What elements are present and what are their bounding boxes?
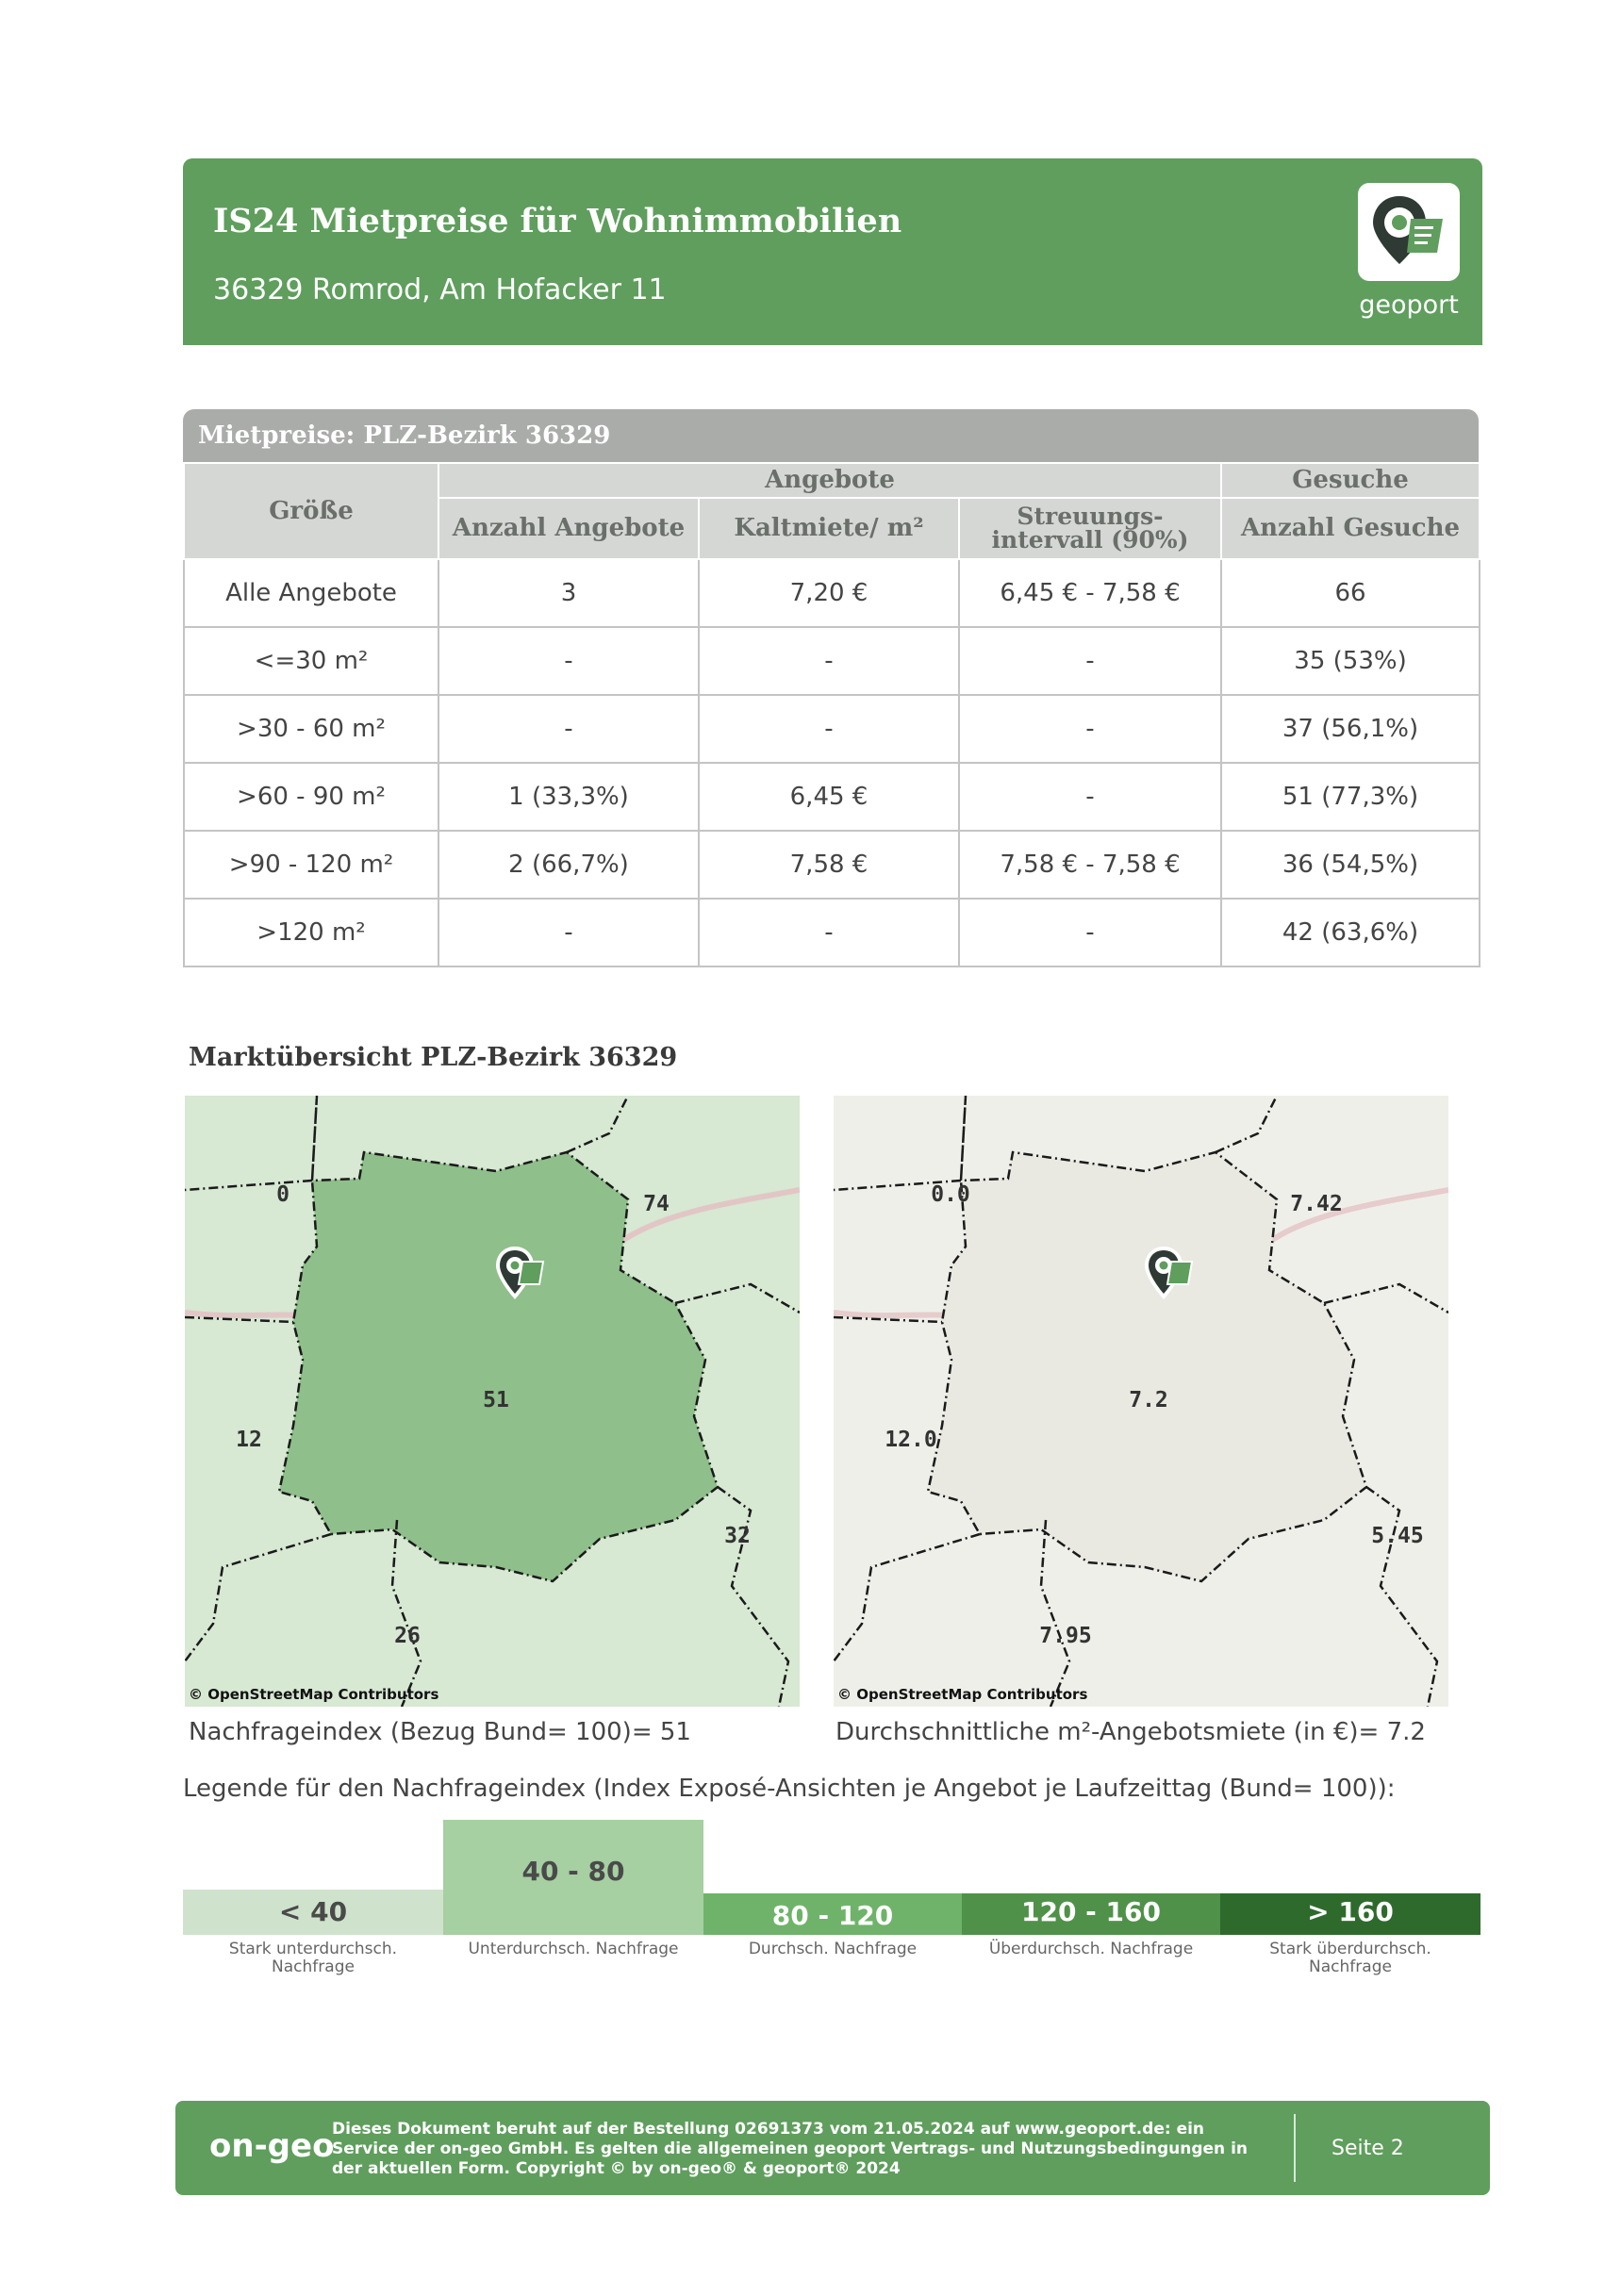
legend-swatch-40-80: 40 - 80 (443, 1820, 703, 1935)
col-size: Größe (184, 463, 438, 559)
market-overview-title: Marktübersicht PLZ-Bezirk 36329 (189, 1043, 678, 1072)
demand-legend (183, 1820, 1480, 1980)
cell-requests: 66 (1221, 559, 1480, 627)
map2-label: 7.42 (1290, 1192, 1343, 1216)
table-row (184, 559, 1480, 627)
map1-label: 26 (394, 1624, 421, 1648)
cell-size: >60 - 90 m² (184, 763, 438, 831)
map2-label: 7.2 (1129, 1388, 1168, 1412)
cell-count: 1 (33,3%) (438, 763, 699, 831)
legend-desc: Überdurchsch. Nachfrage (988, 1940, 1194, 1958)
cell-interval: - (959, 627, 1221, 695)
legend-desc: Durchsch. Nachfrage (748, 1940, 918, 1958)
cell-rent: - (699, 695, 959, 763)
map1-label: 51 (483, 1388, 509, 1412)
table-title: Mietpreise: PLZ-Bezirk 36329 (183, 409, 1479, 462)
cell-count: 3 (438, 559, 699, 627)
col-interval (959, 498, 1221, 559)
cell-requests: 42 (63,6%) (1221, 899, 1480, 966)
rent-price-table (183, 409, 1479, 967)
table-row (184, 831, 1480, 899)
cell-requests: 36 (54,5%) (1221, 831, 1480, 899)
map2-label: 12.0 (885, 1428, 937, 1452)
report-header (183, 158, 1482, 345)
map2-label: 0.0 (931, 1182, 970, 1207)
cell-size: Alle Angebote (184, 559, 438, 627)
legend-desc: Unterdurchsch. Nachfrage (468, 1940, 679, 1958)
legend-swatch-above-160: > 160 (1220, 1893, 1480, 1935)
report-title: IS24 Mietpreise für Wohnimmobilien (213, 202, 902, 240)
cell-requests: 51 (77,3%) (1221, 763, 1480, 831)
cell-rent: - (699, 899, 959, 966)
map1-attribution: © OpenStreetMap Contributors (189, 1686, 439, 1703)
cell-size: >120 m² (184, 899, 438, 966)
page-number: Seite 2 (1332, 2137, 1404, 2160)
page-footer (175, 2101, 1490, 2195)
legend-swatch-120-160: 120 - 160 (962, 1893, 1220, 1935)
map1-label: 12 (236, 1428, 262, 1452)
demand-index-caption: Nachfrageindex (Bezug Bund= 100)= 51 (189, 1718, 691, 1746)
table-row (184, 763, 1480, 831)
legend-desc: Stark unterdurchsch. Nachfrage (228, 1940, 398, 1976)
cell-rent: - (699, 627, 959, 695)
col-count: Anzahl Angebote (438, 498, 699, 559)
cell-count: 2 (66,7%) (438, 831, 699, 899)
group-requests: Gesuche (1221, 463, 1480, 498)
demand-index-map[interactable] (185, 1096, 800, 1707)
cell-size: >30 - 60 m² (184, 695, 438, 763)
map1-label: 0 (276, 1182, 289, 1207)
cell-size: >90 - 120 m² (184, 831, 438, 899)
map2-attribution: © OpenStreetMap Contributors (837, 1686, 1088, 1703)
legend-swatch-below-40: < 40 (183, 1890, 443, 1935)
average-rent-map[interactable] (834, 1096, 1448, 1707)
footer-disclaimer: Dieses Dokument beruht auf der Bestellung 02691373 vom 21.05.2024 auf www.geoport.de: ein Service der on-geo GmbH. Es gelten die allgemeinen geoport Vertrags- und Nutzungsbedingungen in der aktuellen Form. Copyright © by on-geo® & geoport® 2024 (332, 2120, 1249, 2178)
map2-label: 7.95 (1039, 1624, 1092, 1648)
report-address: 36329 Romrod, Am Hofacker 11 (213, 273, 667, 306)
cell-count: - (438, 695, 699, 763)
cell-interval: 7,58 € - 7,58 € (959, 831, 1221, 899)
cell-rent: 6,45 € (699, 763, 959, 831)
on-geo-logo: on-geo (209, 2127, 335, 2165)
group-offers: Angebote (438, 463, 1221, 498)
col-interval-line1: Streuungs- (1017, 503, 1164, 531)
legend-desc: Stark überdurchsch. Nachfrage (1269, 1940, 1431, 1976)
cell-interval: 6,45 € - 7,58 € (959, 559, 1221, 627)
cell-rent: 7,20 € (699, 559, 959, 627)
cell-size: <=30 m² (184, 627, 438, 695)
table-row (184, 627, 1480, 695)
cell-requests: 37 (56,1%) (1221, 695, 1480, 763)
average-rent-caption: Durchschnittliche m²-Angebotsmiete (in €)= 7.2 (835, 1718, 1426, 1746)
footer-divider (1294, 2114, 1296, 2182)
legend-title: Legende für den Nachfrageindex (Index Exposé-Ansichten je Angebot je Laufzeittag (Bund= 100)): (183, 1775, 1396, 1803)
cell-requests: 35 (53%) (1221, 627, 1480, 695)
map2-label: 5.45 (1371, 1524, 1424, 1548)
map1-label: 32 (724, 1524, 751, 1548)
col-rent: Kaltmiete/ m² (699, 498, 959, 559)
cell-interval: - (959, 763, 1221, 831)
map1-label: 74 (643, 1192, 670, 1216)
table-row (184, 695, 1480, 763)
geoport-logo (1358, 183, 1460, 281)
col-requests: Anzahl Gesuche (1221, 498, 1480, 559)
cell-interval: - (959, 695, 1221, 763)
table-row (184, 899, 1480, 966)
cell-interval: - (959, 899, 1221, 966)
cell-count: - (438, 627, 699, 695)
legend-swatch-80-120: 80 - 120 (703, 1893, 962, 1935)
cell-count: - (438, 899, 699, 966)
cell-rent: 7,58 € (699, 831, 959, 899)
geoport-logo-text: geoport (1359, 290, 1459, 320)
col-interval-line2: intervall (90%) (991, 526, 1189, 554)
